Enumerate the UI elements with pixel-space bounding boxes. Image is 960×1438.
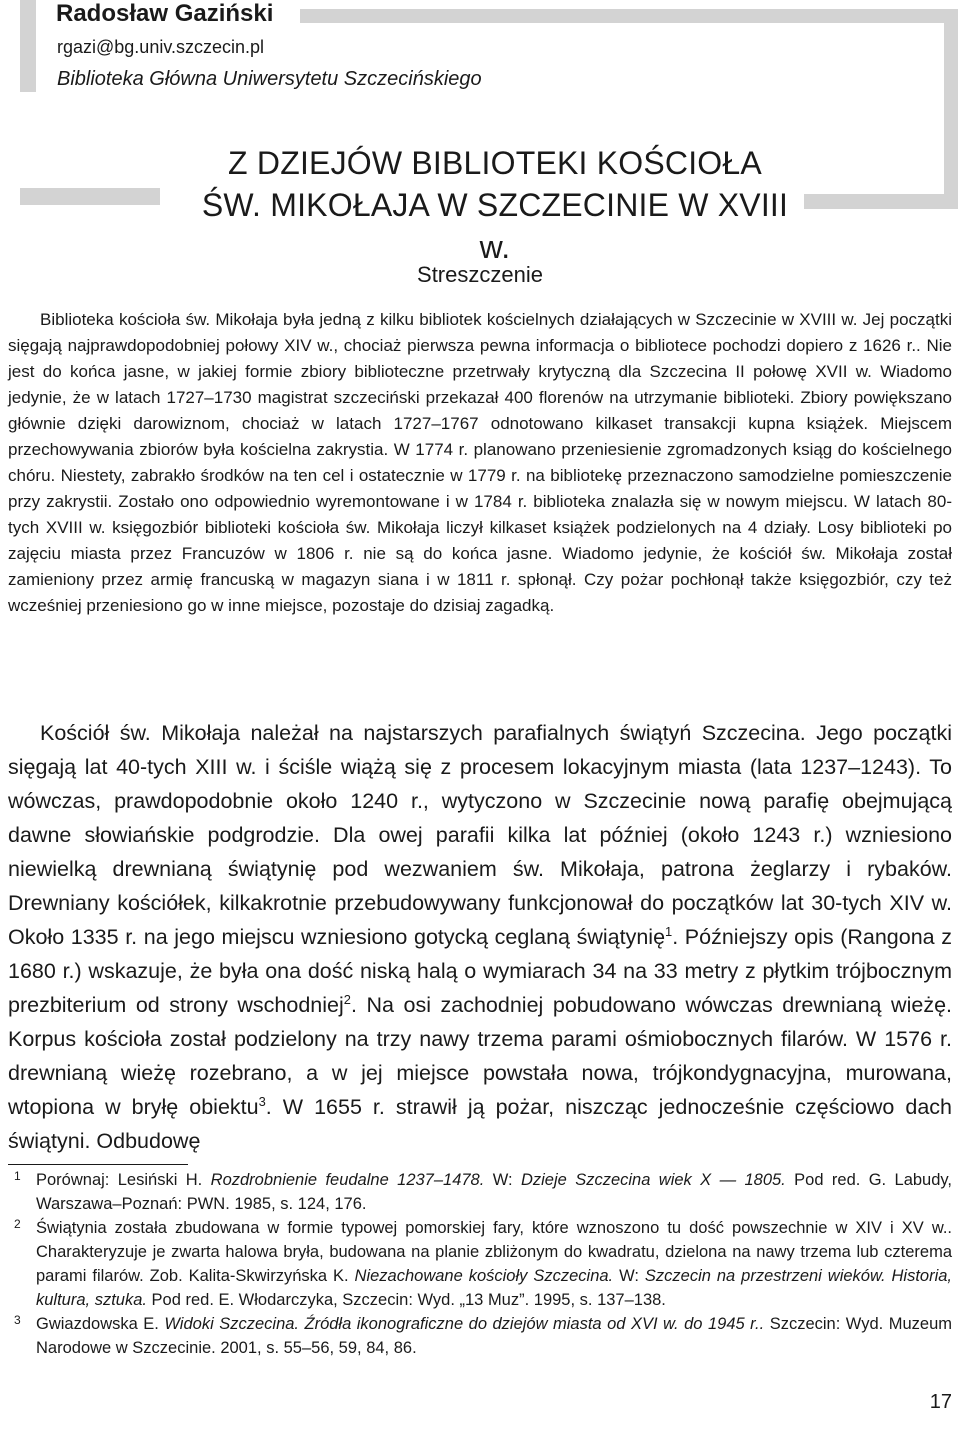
abstract-text: Biblioteka kościoła św. Mikołaja była jedną z kilku bibliotek kościelnych działających w Szczecinie w XVIII w. Jej początki sięgają najprawdopodobniej połowy XIV w., chociaż pierwsza pewna informacja o bibliotece pochodzi dopiero z 1626 r.. Nie jest do końca jasne, w jakiej formie zbiory biblioteczne przetrwały krytyczną dla Szczecina II połowę XVII w. Wiadomo jedynie, że w latach 1727–1730 magistrat szczeciński przekazał 400 florenów na utrzymanie biblioteki. Zbiory powiększano głównie dzięki darowiznom, chociaż w latach 1727–1767 odnotowano kilkaset transakcji kupna książek. Miejscem przechowywania zbiorów była kościelna zakrystia. W 1774 r. planowano przeniesienie zgromadzonych ksiąg do kościelnego chóru. Niestety, zabrakło środków na ten cel i ostatecznie w 1779 r. na bibliotekę przeznaczono samodzielne pomieszczenie przy zakrystii. Zostało ono odpowiednio wyremontowane i w 1784 r. biblioteka znalazła się w nowym miejscu. W latach 80-tych XVIII w. księgozbiór biblioteki kościoła św. Mikołaja liczył kilkaset książek podzielonych na 4 działy. Losy biblioteki po zajęciu miasta przez Francuzów w 1806 r. nie są do końca jasne. Wiadomo jedynie, że kościół św. Mikołaja został zamieniony przez armię francuską w magazyn siana i w 1811 r. spłonął. Czy pożar pochłonął także księgozbiór, czy też wcześniej przeniesiono go w inne miejsce, pozostaje do dzisiaj zagadką. [8, 310, 952, 615]
decorative-frame-bar-left [20, 188, 160, 205]
abstract-heading: Streszczenie [417, 262, 543, 287]
footnote-italic-text: Dzieje Szczecina wiek X — 1805. [520, 1171, 786, 1189]
footnote-text: W: [613, 1267, 645, 1285]
title-line-1: Z DZIEJÓW BIBLIOTEKI KOŚCIOŁA [228, 145, 762, 181]
footnote-number: 3 [14, 1313, 21, 1327]
body-text-part-1: Kościół św. Mikołaja należał na najstarszych parafialnych świątyń Szczecina. Jego początki sięgają lat 40-tych XIII w. i ściśle wiążą się z procesem lokacyjnym miasta (lata 1237–1243). To wówczas, prawdopodobnie około 1240 r., wytyczono w Szczecinie nową parafię obejmującą dawne słowiańskie podgrodzie. Dla owej parafii kilka lat później (około 1243 r.) wzniesiono niewielką drewnianą świątynię pod wezwaniem św. Mikołaja, patrona żeglarzy i rybaków. Drewniany kościółek, kilkakrotnie przebudowywany funkcjonował do początków lat 30-tych XIV w. Około 1335 r. na jego miejscu wzniesiono gotycką ceglaną świątynię [8, 721, 952, 949]
footnote [8, 1312, 952, 1360]
decorative-frame-left [20, 0, 36, 92]
footnote-text: Świątynia została zbudowana w formie typowej pomorskiej fary, które wznoszono tu dość powszechnie w XIV i XV w.. Charakteryzuje je zwarta halowa bryła, budowana na planie zbliżonym do kwadratu, dzielona na nawy trzema lub czterema parami filarów. Zob. Kalita-Skwirzyńska K. [36, 1219, 952, 1285]
footnote-text: Porównaj: Lesiński H. [36, 1171, 211, 1189]
footnote-number: 2 [14, 1217, 21, 1231]
footnote-italic-text: Rozdrobnienie feudalne 1237–1478. [210, 1171, 485, 1189]
page-number: 17 [929, 1391, 952, 1413]
footnote-italic-text: Szczecin na przestrzeni wieków. Historia, kultura, sztuka. [36, 1267, 953, 1309]
footnote-italic-text: Niezachowane kościoły Szczecina. [354, 1267, 614, 1285]
footnote-text: Pod red. E. Włodarczyka, Szczecin: Wyd. „13 Muz”. 1995, s. 137–138. [146, 1291, 666, 1309]
footnote-ref-3: 3 [258, 1093, 266, 1109]
footnotes [8, 1168, 952, 1360]
footnote-text: Szczecin: Wyd. Muzeum Narodowe w Szczecinie. 2001, s. 55–56, 59, 84, 86. [36, 1315, 953, 1357]
footnote-separator [8, 1164, 188, 1165]
footnote-text: W: [484, 1171, 521, 1189]
footnote [8, 1216, 952, 1312]
decorative-frame-top [300, 9, 956, 23]
footnote-number: 1 [14, 1169, 21, 1183]
footnote-text: Gwiazdowska E. [36, 1315, 165, 1333]
author-affiliation: Biblioteka Główna Uniwersytetu Szczecińskiego [57, 68, 482, 90]
footnote-ref-2: 2 [343, 991, 351, 1007]
body-text-part-2: . Późniejszy opis (Rangona z 1680 r.) wskazuje, że była ona dość niską halą o wymiarach 34 na 33 metry z płytkim trójbocznym prezbiterium od strony wschodniej [8, 925, 952, 1017]
decorative-frame-bar-right [804, 194, 958, 209]
article-title [190, 142, 800, 268]
footnote-italic-text: Widoki Szczecina. Źródła ikonograficzne do dziejów miasta od XVI w. do 1945 r.. [164, 1315, 765, 1333]
title-line-2: ŚW. MIKOŁAJA W SZCZECINIE W XVIII w. [201, 187, 789, 265]
author-name: Radosław Gaziński [56, 0, 274, 27]
footnote-ref-1: 1 [665, 923, 673, 939]
footnote [8, 1168, 952, 1216]
footnote-text: Pod red. G. Labudy, Warszawa–Poznań: PWN. 1985, s. 124, 176. [36, 1171, 953, 1213]
body-text-part-3: . Na osi zachodniej pobudowano wówczas drewnianą wieżę. Korpus kościoła został podzielony na trzy nawy trzema parami ośmiobocznych filarów. W 1576 r. drewnianą wieżę rozebrano, a w jej miejsce powstała nowa, trójkondygnacyjna, murowana, wtopiona w bryłę obiektu [8, 993, 952, 1119]
body-text-part-4: . W 1655 r. strawił ją pożar, niszcząc jednocześnie częściowo dach świątyni. Odbudowę [8, 1095, 952, 1153]
body-paragraph [8, 716, 952, 1158]
decorative-frame-right [944, 9, 958, 209]
author-email: rgazi@bg.univ.szczecin.pl [57, 37, 265, 57]
